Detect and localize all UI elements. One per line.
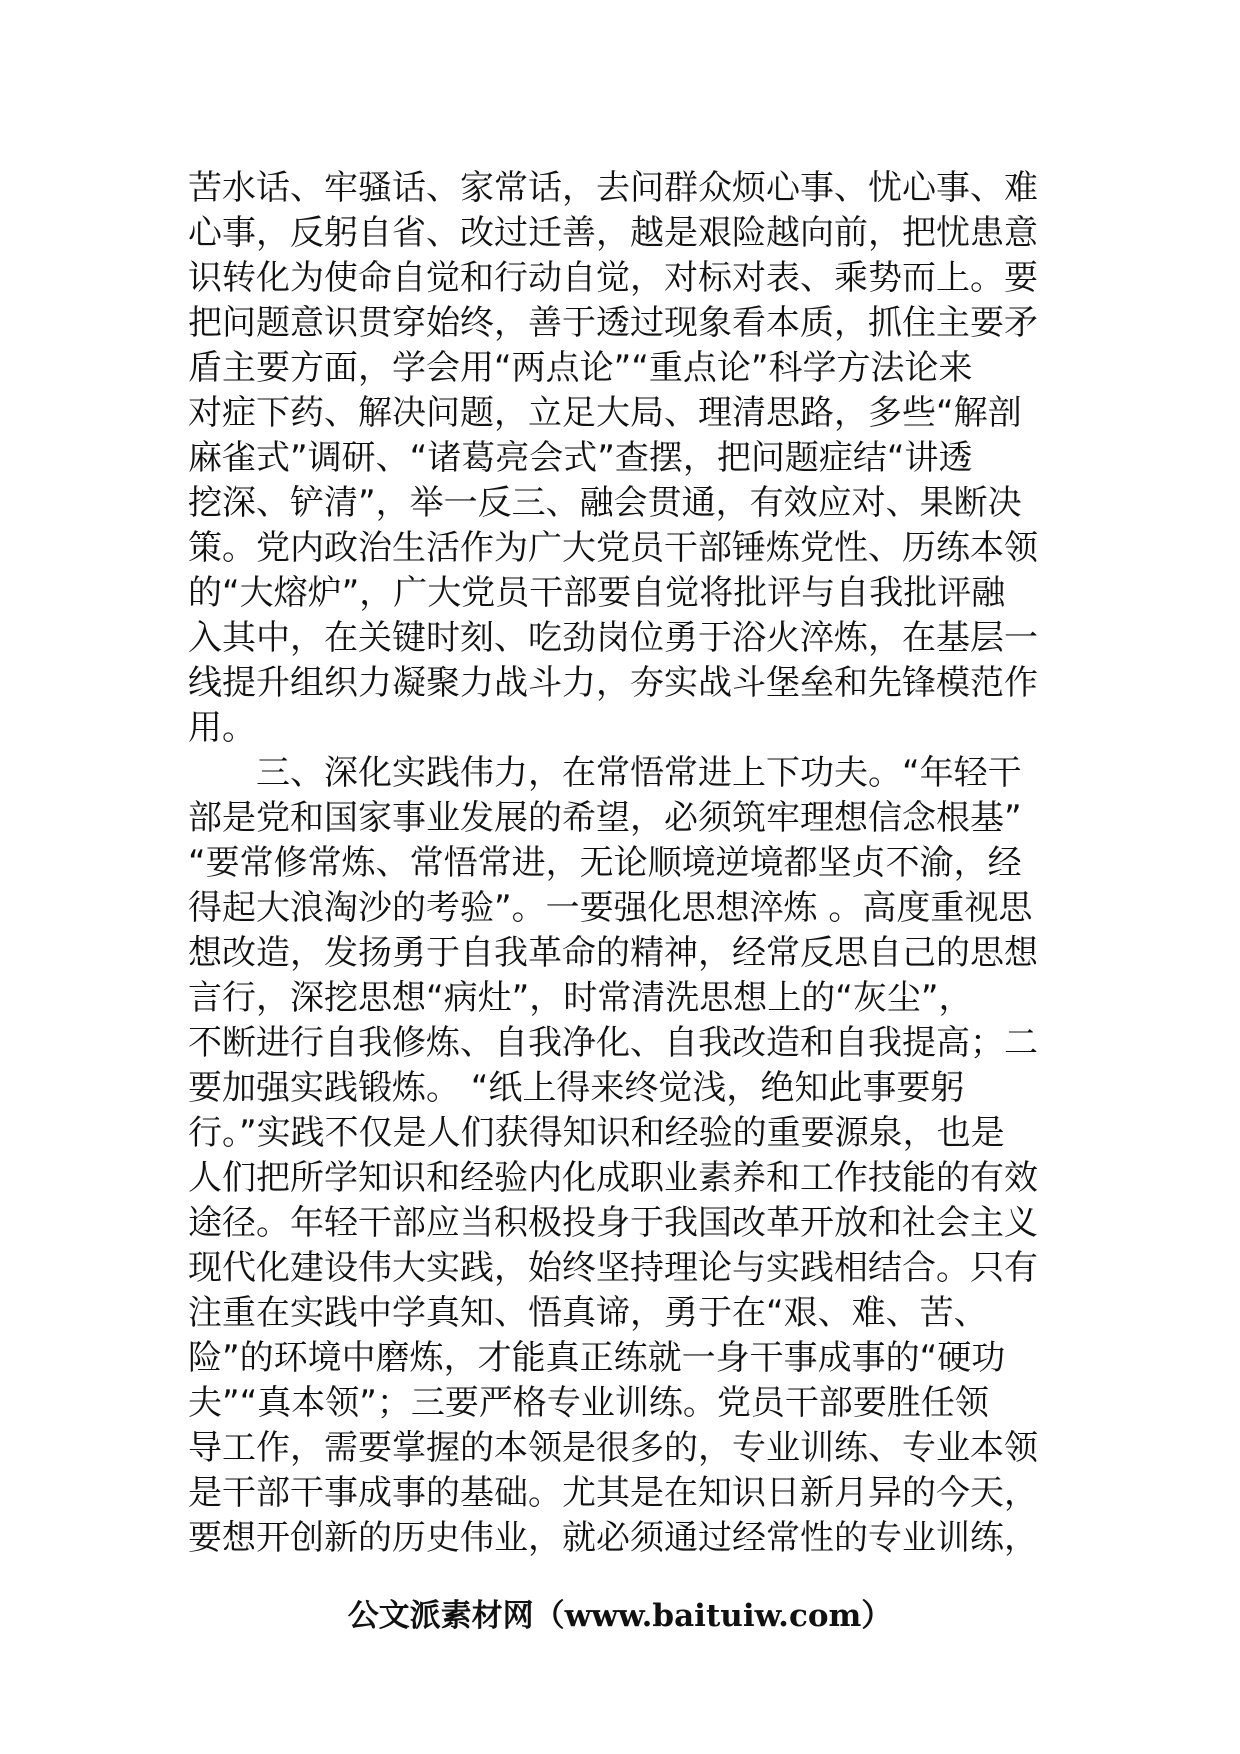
text-line: 不断进行自我修炼、自我净化、自我改造和自我提高；二	[188, 1023, 1038, 1063]
section-heading-line: 三、深化实践伟力，在常悟常进上下功夫。“年轻干	[188, 753, 1022, 793]
text-line: 要加强实践锻炼。 “纸上得来终觉浅，绝知此事要躬	[188, 1068, 965, 1108]
text-line: 盾主要方面，学会用“两点论”“重点论”科学方法论来	[188, 348, 973, 388]
text-line: 对症下药、解决问题，立足大局、理清思路，多些“解剖	[188, 393, 1022, 433]
text-line: 用。	[188, 708, 256, 748]
text-line: “要常修常炼、常悟常进，无论顺境逆境都坚贞不渝，经	[188, 843, 1022, 883]
document-body	[188, 166, 1058, 1561]
text-line: 策。党内政治生活作为广大党员干部锤炼党性、历练本领	[188, 528, 1038, 568]
text-line: 苦水话、牢骚话、家常话，去问群众烦心事、忧心事、难	[188, 168, 1038, 208]
text-line: 途径。年轻干部应当积极投身于我国改革开放和社会主义	[188, 1203, 1038, 1243]
text-line: 行。”实践不仅是人们获得知识和经验的重要源泉，也是	[188, 1113, 1005, 1153]
text-line: 识转化为使命自觉和行动自觉，对标对表、乘势而上。要	[188, 258, 1038, 298]
text-line: 麻雀式”调研、“诸葛亮会式”查摆，把问题症结“讲透	[188, 438, 973, 478]
text-line: 想改造，发扬勇于自我革命的精神，经常反思自己的思想	[188, 933, 1038, 973]
text-line: 言行，深挖思想“病灶”，时常清洗思想上的“灰尘”，	[188, 978, 973, 1018]
text-line: 险”的环境中磨炼，才能真正练就一身干事成事的“硬功	[188, 1338, 1006, 1378]
text-line: 入其中，在关键时刻、吃劲岗位勇于浴火淬炼，在基层一	[188, 618, 1038, 658]
text-line: 心事，反躬自省、改过迁善，越是艰险越向前，把忧患意	[188, 213, 1038, 253]
text-line: 挖深、铲清”，举一反三、融会贯通，有效应对、果断决	[188, 483, 1022, 523]
text-line: 人们把所学知识和经验内化成职业素养和工作技能的有效	[188, 1158, 1038, 1198]
text-line: 部是党和国家事业发展的希望，必须筑牢理想信念根基”	[188, 798, 1022, 838]
text-line: 要想开创新的历史伟业，就必须通过经常性的专业训练，	[188, 1518, 1038, 1558]
footer-source-link[interactable]: 公文派素材网（www.baituiw.com）	[347, 1598, 893, 1634]
text-line: 线提升组织力凝聚力战斗力，夯实战斗堡垒和先锋模范作	[188, 663, 1038, 703]
text-line: 是干部干事成事的基础。尤其是在知识日新月异的今天，	[188, 1473, 1038, 1513]
text-line: 注重在实践中学真知、悟真谛，勇于在“艰、难、苦、	[188, 1293, 988, 1333]
text-line: 把问题意识贯穿始终，善于透过现象看本质，抓住主要矛	[188, 303, 1038, 343]
text-line: 得起大浪淘沙的考验”。一要强化思想淬炼 。高度重视思	[188, 888, 1033, 928]
text-line: 夫”“真本领”；三要严格专业训练。党员干部要胜任领	[188, 1383, 989, 1423]
text-line: 现代化建设伟大实践，始终坚持理论与实践相结合。只有	[188, 1248, 1038, 1288]
text-line: 导工作，需要掌握的本领是很多的，专业训练、专业本领	[188, 1428, 1038, 1468]
text-line: 的“大熔炉”，广大党员干部要自觉将批评与自我批评融	[188, 573, 1006, 613]
